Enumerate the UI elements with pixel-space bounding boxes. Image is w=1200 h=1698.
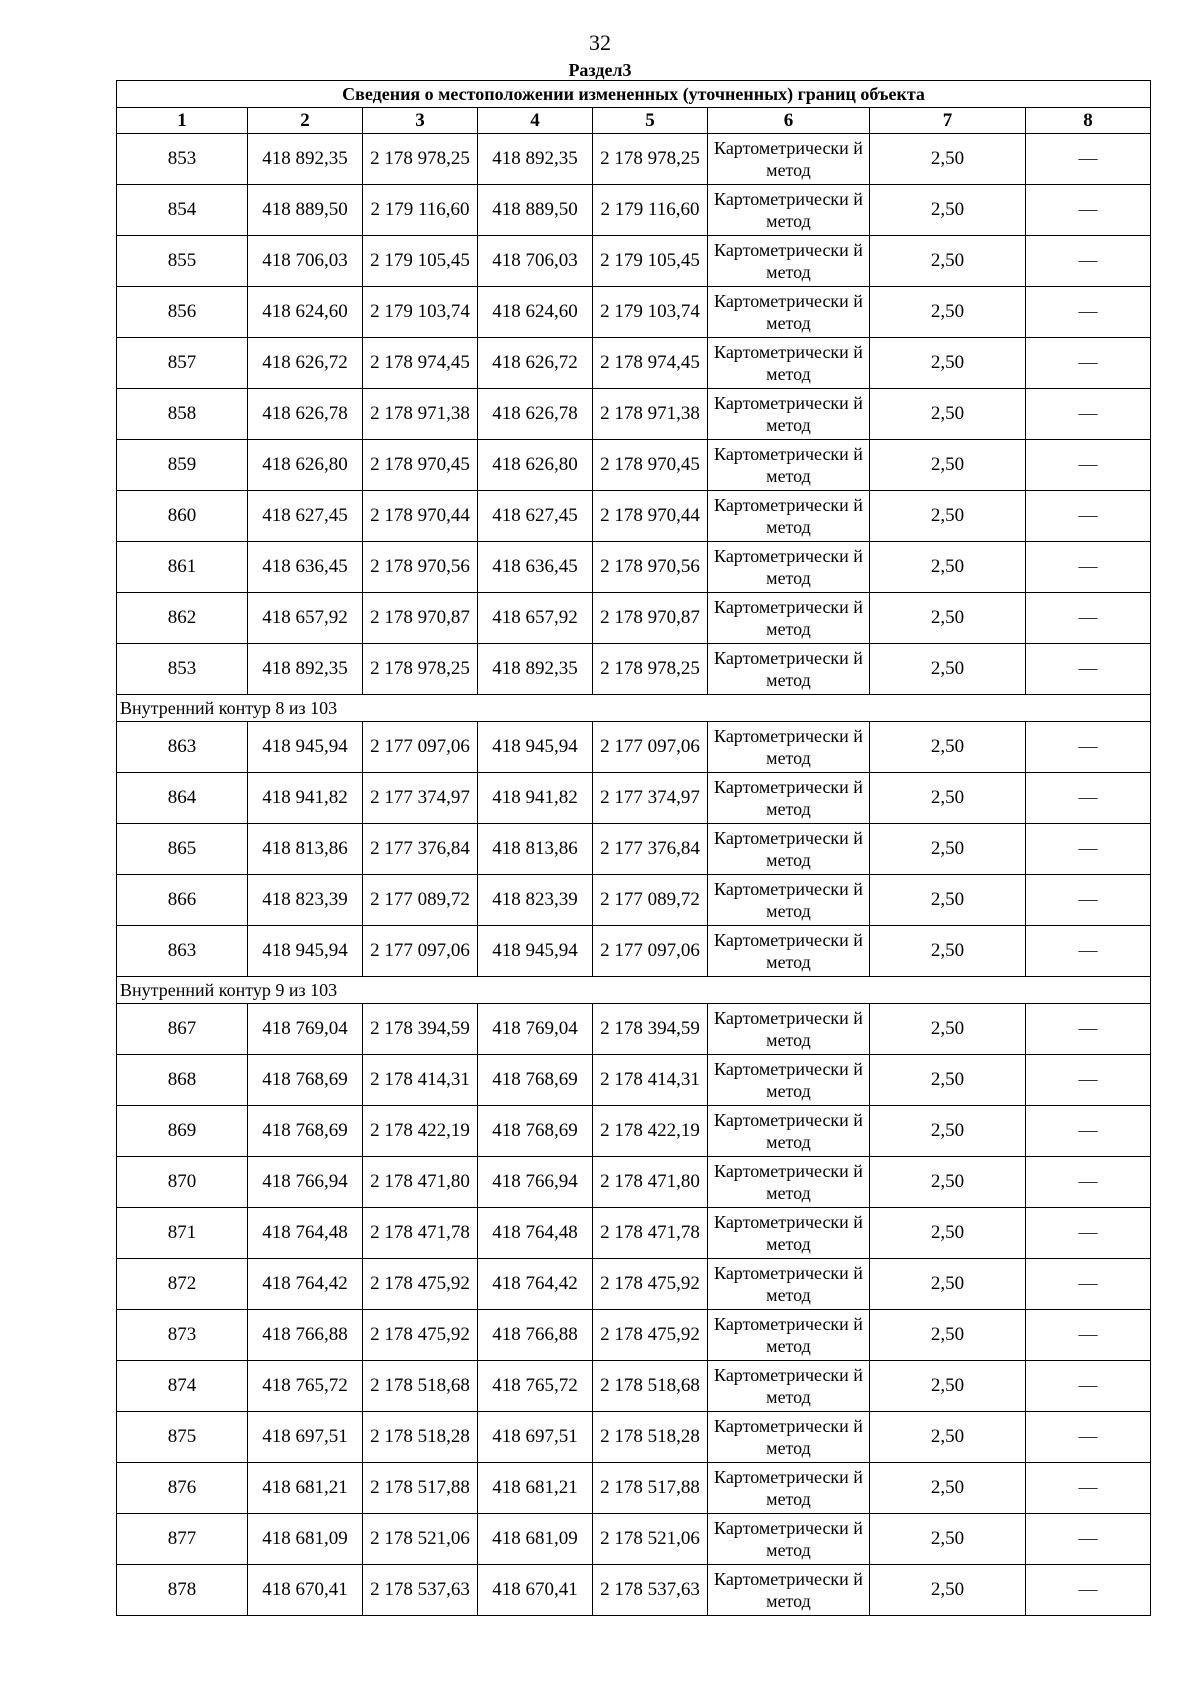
table-row [117, 440, 1151, 491]
point-number: 872 [117, 1259, 248, 1310]
point-number: 863 [117, 722, 248, 773]
method: Картометрически й метод [708, 1157, 870, 1208]
new-x: 418 670,41 [478, 1565, 593, 1616]
accuracy: 2,50 [870, 338, 1026, 389]
old-x: 418 766,88 [248, 1310, 363, 1361]
description: — [1026, 1004, 1151, 1055]
method: Картометрически й метод [708, 1361, 870, 1412]
method: Картометрически й метод [708, 1055, 870, 1106]
new-x: 418 945,94 [478, 926, 593, 977]
description: — [1026, 491, 1151, 542]
old-x: 418 823,39 [248, 875, 363, 926]
method: Картометрически й метод [708, 1310, 870, 1361]
point-number: 878 [117, 1565, 248, 1616]
method: Картометрически й метод [708, 1565, 870, 1616]
description: — [1026, 1310, 1151, 1361]
new-y: 2 178 978,25 [593, 644, 708, 695]
new-y: 2 178 537,63 [593, 1565, 708, 1616]
new-y: 2 178 971,38 [593, 389, 708, 440]
new-x: 418 823,39 [478, 875, 593, 926]
column-number: 7 [870, 108, 1026, 134]
table-row [117, 542, 1151, 593]
accuracy: 2,50 [870, 236, 1026, 287]
new-x: 418 765,72 [478, 1361, 593, 1412]
point-number: 867 [117, 1004, 248, 1055]
new-x: 418 624,60 [478, 287, 593, 338]
old-x: 418 657,92 [248, 593, 363, 644]
new-y: 2 178 475,92 [593, 1259, 708, 1310]
new-x: 418 889,50 [478, 185, 593, 236]
point-number: 853 [117, 644, 248, 695]
column-number: 6 [708, 108, 870, 134]
new-y: 2 178 414,31 [593, 1055, 708, 1106]
accuracy: 2,50 [870, 134, 1026, 185]
point-number: 855 [117, 236, 248, 287]
column-number: 3 [363, 108, 478, 134]
old-y: 2 178 971,38 [363, 389, 478, 440]
table-row [117, 389, 1151, 440]
method: Картометрически й метод [708, 722, 870, 773]
point-number: 875 [117, 1412, 248, 1463]
description: — [1026, 1514, 1151, 1565]
table-row [117, 1514, 1151, 1565]
accuracy: 2,50 [870, 593, 1026, 644]
new-x: 418 681,21 [478, 1463, 593, 1514]
old-y: 2 178 521,06 [363, 1514, 478, 1565]
new-x: 418 769,04 [478, 1004, 593, 1055]
new-y: 2 179 103,74 [593, 287, 708, 338]
point-number: 871 [117, 1208, 248, 1259]
table-row [117, 134, 1151, 185]
boundary-table [116, 80, 1151, 1616]
new-y: 2 178 517,88 [593, 1463, 708, 1514]
table-row [117, 1361, 1151, 1412]
description: — [1026, 1259, 1151, 1310]
new-x: 418 766,94 [478, 1157, 593, 1208]
old-y: 2 178 518,68 [363, 1361, 478, 1412]
point-number: 865 [117, 824, 248, 875]
table-row [117, 338, 1151, 389]
old-y: 2 178 970,87 [363, 593, 478, 644]
old-x: 418 706,03 [248, 236, 363, 287]
accuracy: 2,50 [870, 1259, 1026, 1310]
old-y: 2 178 414,31 [363, 1055, 478, 1106]
description: — [1026, 1412, 1151, 1463]
point-number: 870 [117, 1157, 248, 1208]
description: — [1026, 542, 1151, 593]
point-number: 869 [117, 1106, 248, 1157]
point-number: 863 [117, 926, 248, 977]
old-x: 418 636,45 [248, 542, 363, 593]
new-y: 2 177 097,06 [593, 926, 708, 977]
old-x: 418 889,50 [248, 185, 363, 236]
new-y: 2 178 970,87 [593, 593, 708, 644]
description: — [1026, 593, 1151, 644]
column-number: 1 [117, 108, 248, 134]
new-y: 2 178 518,68 [593, 1361, 708, 1412]
old-y: 2 179 105,45 [363, 236, 478, 287]
old-y: 2 178 970,45 [363, 440, 478, 491]
column-number: 8 [1026, 108, 1151, 134]
method: Картометрически й метод [708, 1208, 870, 1259]
page-number: 32 [589, 30, 611, 55]
accuracy: 2,50 [870, 542, 1026, 593]
accuracy: 2,50 [870, 1565, 1026, 1616]
old-y: 2 178 394,59 [363, 1004, 478, 1055]
table-row [117, 644, 1151, 695]
new-x: 418 768,69 [478, 1106, 593, 1157]
accuracy: 2,50 [870, 1463, 1026, 1514]
method: Картометрически й метод [708, 491, 870, 542]
old-x: 418 945,94 [248, 926, 363, 977]
new-y: 2 178 970,45 [593, 440, 708, 491]
description: — [1026, 1565, 1151, 1616]
method: Картометрически й метод [708, 1004, 870, 1055]
new-y: 2 178 978,25 [593, 134, 708, 185]
contour-label: Внутренний контур 9 из 103 [117, 977, 1151, 1004]
old-x: 418 626,78 [248, 389, 363, 440]
column-number-row [117, 108, 1151, 134]
method: Картометрически й метод [708, 542, 870, 593]
column-number: 4 [478, 108, 593, 134]
point-number: 857 [117, 338, 248, 389]
accuracy: 2,50 [870, 389, 1026, 440]
table-row [117, 773, 1151, 824]
accuracy: 2,50 [870, 824, 1026, 875]
new-x: 418 636,45 [478, 542, 593, 593]
new-y: 2 178 394,59 [593, 1004, 708, 1055]
old-y: 2 178 518,28 [363, 1412, 478, 1463]
table-row [117, 824, 1151, 875]
new-x: 418 941,82 [478, 773, 593, 824]
new-x: 418 766,88 [478, 1310, 593, 1361]
old-y: 2 178 537,63 [363, 1565, 478, 1616]
description: — [1026, 134, 1151, 185]
table-row [117, 1310, 1151, 1361]
new-y: 2 178 471,80 [593, 1157, 708, 1208]
method: Картометрически й метод [708, 236, 870, 287]
method: Картометрически й метод [708, 134, 870, 185]
table-row [117, 1208, 1151, 1259]
method: Картометрически й метод [708, 389, 870, 440]
table-row [117, 875, 1151, 926]
accuracy: 2,50 [870, 1412, 1026, 1463]
accuracy: 2,50 [870, 1208, 1026, 1259]
method: Картометрически й метод [708, 593, 870, 644]
accuracy: 2,50 [870, 185, 1026, 236]
new-x: 418 626,78 [478, 389, 593, 440]
description: — [1026, 926, 1151, 977]
new-y: 2 177 089,72 [593, 875, 708, 926]
new-x: 418 892,35 [478, 644, 593, 695]
description: — [1026, 1463, 1151, 1514]
old-y: 2 177 089,72 [363, 875, 478, 926]
old-x: 418 941,82 [248, 773, 363, 824]
description: — [1026, 773, 1151, 824]
table-row [117, 491, 1151, 542]
description: — [1026, 236, 1151, 287]
description: — [1026, 722, 1151, 773]
description: — [1026, 1055, 1151, 1106]
accuracy: 2,50 [870, 875, 1026, 926]
old-x: 418 681,21 [248, 1463, 363, 1514]
accuracy: 2,50 [870, 287, 1026, 338]
old-y: 2 178 471,78 [363, 1208, 478, 1259]
old-y: 2 177 097,06 [363, 722, 478, 773]
new-x: 418 813,86 [478, 824, 593, 875]
table-row [117, 593, 1151, 644]
description: — [1026, 1361, 1151, 1412]
accuracy: 2,50 [870, 1106, 1026, 1157]
point-number: 861 [117, 542, 248, 593]
point-number: 876 [117, 1463, 248, 1514]
accuracy: 2,50 [870, 644, 1026, 695]
old-x: 418 768,69 [248, 1106, 363, 1157]
old-y: 2 178 471,80 [363, 1157, 478, 1208]
description: — [1026, 338, 1151, 389]
old-x: 418 945,94 [248, 722, 363, 773]
old-x: 418 670,41 [248, 1565, 363, 1616]
old-x: 418 764,42 [248, 1259, 363, 1310]
table-row [117, 926, 1151, 977]
method: Картометрически й метод [708, 1412, 870, 1463]
old-x: 418 892,35 [248, 644, 363, 695]
new-y: 2 178 518,28 [593, 1412, 708, 1463]
table-row [117, 1055, 1151, 1106]
old-y: 2 178 974,45 [363, 338, 478, 389]
method: Картометрически й метод [708, 1259, 870, 1310]
table-row [117, 1412, 1151, 1463]
point-number: 877 [117, 1514, 248, 1565]
accuracy: 2,50 [870, 440, 1026, 491]
new-x: 418 764,48 [478, 1208, 593, 1259]
old-y: 2 177 374,97 [363, 773, 478, 824]
old-y: 2 178 978,25 [363, 644, 478, 695]
point-number: 853 [117, 134, 248, 185]
old-y: 2 178 970,56 [363, 542, 478, 593]
old-x: 418 766,94 [248, 1157, 363, 1208]
point-number: 862 [117, 593, 248, 644]
new-x: 418 892,35 [478, 134, 593, 185]
table-row [117, 1106, 1151, 1157]
point-number: 860 [117, 491, 248, 542]
table-row [117, 1259, 1151, 1310]
description: — [1026, 644, 1151, 695]
description: — [1026, 287, 1151, 338]
new-y: 2 178 970,56 [593, 542, 708, 593]
new-x: 418 764,42 [478, 1259, 593, 1310]
table-title: Сведения о местоположении измененных (уточненных) границ объекта [117, 81, 1151, 108]
table-row [117, 1565, 1151, 1616]
old-y: 2 179 103,74 [363, 287, 478, 338]
point-number: 873 [117, 1310, 248, 1361]
point-number: 858 [117, 389, 248, 440]
old-y: 2 179 116,60 [363, 185, 478, 236]
accuracy: 2,50 [870, 491, 1026, 542]
accuracy: 2,50 [870, 1055, 1026, 1106]
method: Картометрически й метод [708, 824, 870, 875]
new-x: 418 627,45 [478, 491, 593, 542]
old-x: 418 697,51 [248, 1412, 363, 1463]
new-x: 418 706,03 [478, 236, 593, 287]
new-y: 2 178 471,78 [593, 1208, 708, 1259]
new-x: 418 657,92 [478, 593, 593, 644]
old-y: 2 178 422,19 [363, 1106, 478, 1157]
method: Картометрически й метод [708, 185, 870, 236]
contour-row [117, 695, 1151, 722]
old-y: 2 178 970,44 [363, 491, 478, 542]
table-row [117, 1463, 1151, 1514]
accuracy: 2,50 [870, 1157, 1026, 1208]
old-x: 418 765,72 [248, 1361, 363, 1412]
new-x: 418 681,09 [478, 1514, 593, 1565]
description: — [1026, 389, 1151, 440]
section-label: Раздел3 [568, 60, 632, 80]
new-y: 2 179 116,60 [593, 185, 708, 236]
accuracy: 2,50 [870, 1310, 1026, 1361]
new-x: 418 626,80 [478, 440, 593, 491]
new-x: 418 697,51 [478, 1412, 593, 1463]
old-x: 418 813,86 [248, 824, 363, 875]
old-y: 2 178 475,92 [363, 1310, 478, 1361]
table-row [117, 287, 1151, 338]
table-row [117, 185, 1151, 236]
description: — [1026, 185, 1151, 236]
new-y: 2 178 422,19 [593, 1106, 708, 1157]
point-number: 859 [117, 440, 248, 491]
method: Картометрически й метод [708, 1463, 870, 1514]
old-x: 418 768,69 [248, 1055, 363, 1106]
new-y: 2 177 097,06 [593, 722, 708, 773]
point-number: 874 [117, 1361, 248, 1412]
point-number: 864 [117, 773, 248, 824]
old-x: 418 626,80 [248, 440, 363, 491]
new-x: 418 768,69 [478, 1055, 593, 1106]
description: — [1026, 1208, 1151, 1259]
old-x: 418 769,04 [248, 1004, 363, 1055]
new-y: 2 178 475,92 [593, 1310, 708, 1361]
method: Картометрически й метод [708, 1514, 870, 1565]
method: Картометрически й метод [708, 644, 870, 695]
old-x: 418 626,72 [248, 338, 363, 389]
method: Картометрически й метод [708, 926, 870, 977]
description: — [1026, 1106, 1151, 1157]
column-number: 5 [593, 108, 708, 134]
table-row [117, 236, 1151, 287]
table-row [117, 722, 1151, 773]
point-number: 854 [117, 185, 248, 236]
new-y: 2 179 105,45 [593, 236, 708, 287]
accuracy: 2,50 [870, 1514, 1026, 1565]
old-y: 2 177 097,06 [363, 926, 478, 977]
old-x: 418 681,09 [248, 1514, 363, 1565]
accuracy: 2,50 [870, 1361, 1026, 1412]
accuracy: 2,50 [870, 926, 1026, 977]
old-x: 418 764,48 [248, 1208, 363, 1259]
new-y: 2 177 376,84 [593, 824, 708, 875]
point-number: 866 [117, 875, 248, 926]
method: Картометрически й метод [708, 773, 870, 824]
new-y: 2 178 521,06 [593, 1514, 708, 1565]
method: Картометрически й метод [708, 440, 870, 491]
old-y: 2 177 376,84 [363, 824, 478, 875]
old-y: 2 178 475,92 [363, 1259, 478, 1310]
table-title-row [117, 81, 1151, 108]
point-number: 856 [117, 287, 248, 338]
column-number: 2 [248, 108, 363, 134]
new-x: 418 626,72 [478, 338, 593, 389]
contour-label: Внутренний контур 8 из 103 [117, 695, 1151, 722]
method: Картометрически й метод [708, 1106, 870, 1157]
old-x: 418 627,45 [248, 491, 363, 542]
new-y: 2 178 970,44 [593, 491, 708, 542]
description: — [1026, 875, 1151, 926]
table-row [117, 1157, 1151, 1208]
contour-row [117, 977, 1151, 1004]
new-y: 2 178 974,45 [593, 338, 708, 389]
method: Картометрически й метод [708, 875, 870, 926]
old-x: 418 892,35 [248, 134, 363, 185]
old-y: 2 178 517,88 [363, 1463, 478, 1514]
method: Картометрически й метод [708, 287, 870, 338]
description: — [1026, 1157, 1151, 1208]
description: — [1026, 824, 1151, 875]
accuracy: 2,50 [870, 773, 1026, 824]
table-row [117, 1004, 1151, 1055]
method: Картометрически й метод [708, 338, 870, 389]
point-number: 868 [117, 1055, 248, 1106]
accuracy: 2,50 [870, 722, 1026, 773]
accuracy: 2,50 [870, 1004, 1026, 1055]
new-y: 2 177 374,97 [593, 773, 708, 824]
description: — [1026, 440, 1151, 491]
old-y: 2 178 978,25 [363, 134, 478, 185]
old-x: 418 624,60 [248, 287, 363, 338]
new-x: 418 945,94 [478, 722, 593, 773]
